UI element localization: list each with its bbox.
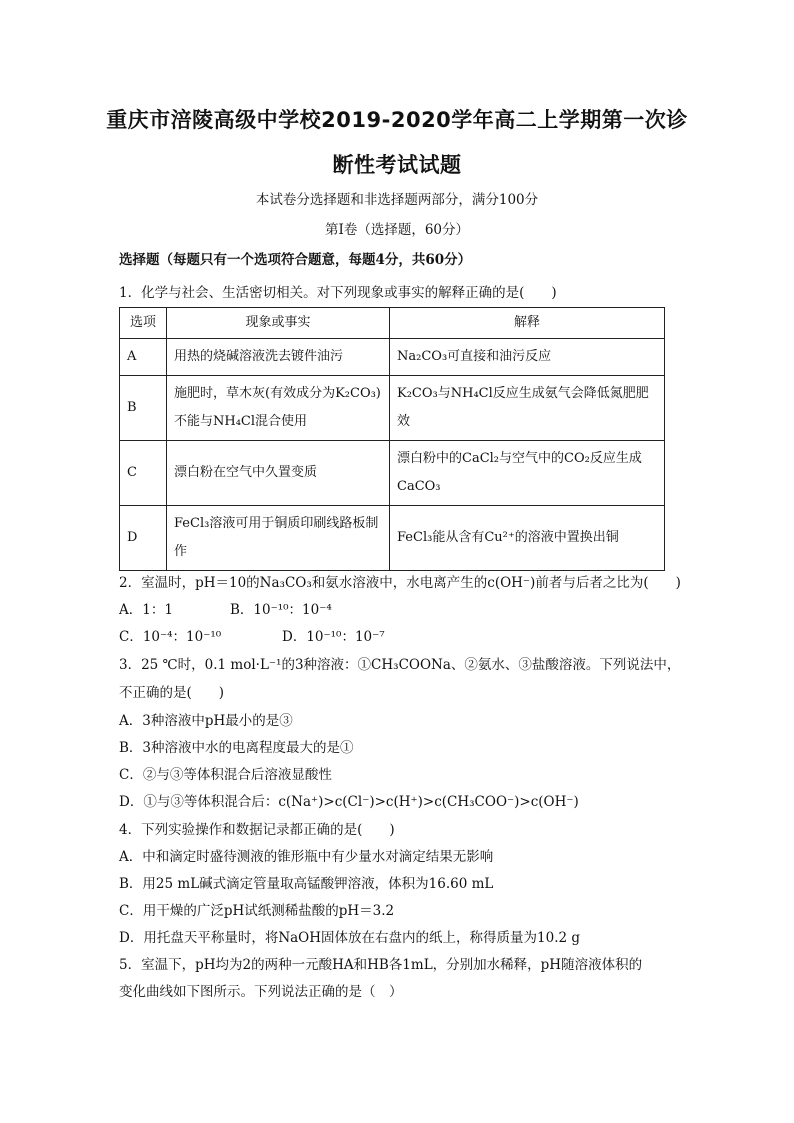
option-cell: C: [120, 441, 167, 506]
exam-title-line1: 重庆市涪陵高级中学校2019-2020学年高二上学期第一次诊: [106, 108, 688, 132]
question-2-option-c: C．10⁻⁴：10⁻¹⁰: [119, 629, 222, 645]
question-3-option-c: C．②与③等体积混合后溶液显酸性: [119, 767, 332, 783]
question-3-stem-line2: 不正确的是( ): [119, 685, 225, 701]
explanation-cell: K₂CO₃与NH₄Cl反应生成氨气会降低氮肥肥效: [390, 376, 665, 441]
table-row: [120, 506, 665, 571]
question-4-option-a: A．中和滴定时盛待测液的锥形瓶中有少量水对滴定结果无影响: [119, 849, 494, 865]
choice-instruction: 选择题（每题只有一个选项符合题意，每题4分，共60分）: [119, 252, 472, 268]
table-header-row: [120, 308, 665, 339]
option-cell: A: [120, 339, 167, 376]
table-header-cell: 现象或事实: [167, 308, 390, 339]
question-3-option-b: B．3种溶液中水的电离程度最大的是①: [119, 740, 354, 756]
explanation-cell: Na₂CO₃可直接和油污反应: [390, 339, 665, 376]
fact-cell: FeCl₃溶液可用于铜质印刷线路板制作: [167, 506, 390, 571]
table-header-cell: 解释: [390, 308, 665, 339]
option-cell: B: [120, 376, 167, 441]
fact-cell: 漂白粉在空气中久置变质: [167, 441, 390, 506]
question-3-option-d: D．①与③等体积混合后：c(Na⁺)>c(Cl⁻)>c(H⁺)>c(CH₃COO⁻)>c(OH⁻): [119, 794, 579, 810]
question-4-option-c: C．用干燥的广泛pH试纸测稀盐酸的pH＝3.2: [119, 903, 395, 919]
question-4-stem: 4．下列实验操作和数据记录都正确的是( ): [119, 822, 395, 838]
table-row: [120, 339, 665, 376]
section-heading: 第Ⅰ卷（选择题，60分）: [324, 222, 469, 238]
explanation-cell: FeCl₃能从含有Cu²⁺的溶液中置换出铜: [390, 506, 665, 571]
exam-title-line2: 断性考试试题: [332, 153, 462, 177]
question-5-stem-line2: 变化曲线如下图所示。下列说法正确的是（ ）: [119, 984, 403, 1000]
fact-cell: 用热的烧碱溶液洗去镀件油污: [167, 339, 390, 376]
question-4-option-d: D．用托盘天平称量时，将NaOH固体放在右盘内的纸上，称得质量为10.2 g: [119, 930, 581, 946]
explanation-cell: 漂白粉中的CaCl₂与空气中的CO₂反应生成CaCO₃: [390, 441, 665, 506]
question-5-stem-line1: 5．室温下，pH均为2的两种一元酸HA和HB各1mL，分别加水稀释，pH随溶液体积的: [119, 957, 643, 973]
option-cell: D: [120, 506, 167, 571]
exam-intro: 本试卷分选择题和非选择题两部分，满分100分: [255, 192, 539, 208]
question-1-table: [119, 307, 665, 571]
table-header-cell: 选项: [120, 308, 167, 339]
fact-cell: 施肥时，草木灰(有效成分为K₂CO₃)不能与NH₄Cl混合使用: [167, 376, 390, 441]
question-2-stem: 2．室温时，pH＝10的Na₃CO₃和氨水溶液中，水电离产生的c(OH⁻)前者与后者之比为( ): [119, 575, 681, 591]
question-2-option-b: B．10⁻¹⁰：10⁻⁴: [230, 602, 332, 618]
question-2-option-a: A．1：1: [119, 602, 173, 618]
question-3-stem-line1: 3．25 ℃时，0.1 mol·L⁻¹的3种溶液：①CH₃COONa、②氨水、③盐酸溶液。下列说法中，: [119, 657, 681, 673]
question-2-option-d: D．10⁻¹⁰：10⁻⁷: [282, 629, 385, 645]
table-row: [120, 376, 665, 441]
question-1-stem: 1．化学与社会、生活密切相关。对下列现象或事实的解释正确的是( ): [119, 285, 557, 301]
table-row: [120, 441, 665, 506]
question-4-option-b: B．用25 mL碱式滴定管量取高锰酸钾溶液，体积为16.60 mL: [119, 876, 494, 892]
question-3-option-a: A．3种溶液中pH最小的是③: [119, 713, 293, 729]
